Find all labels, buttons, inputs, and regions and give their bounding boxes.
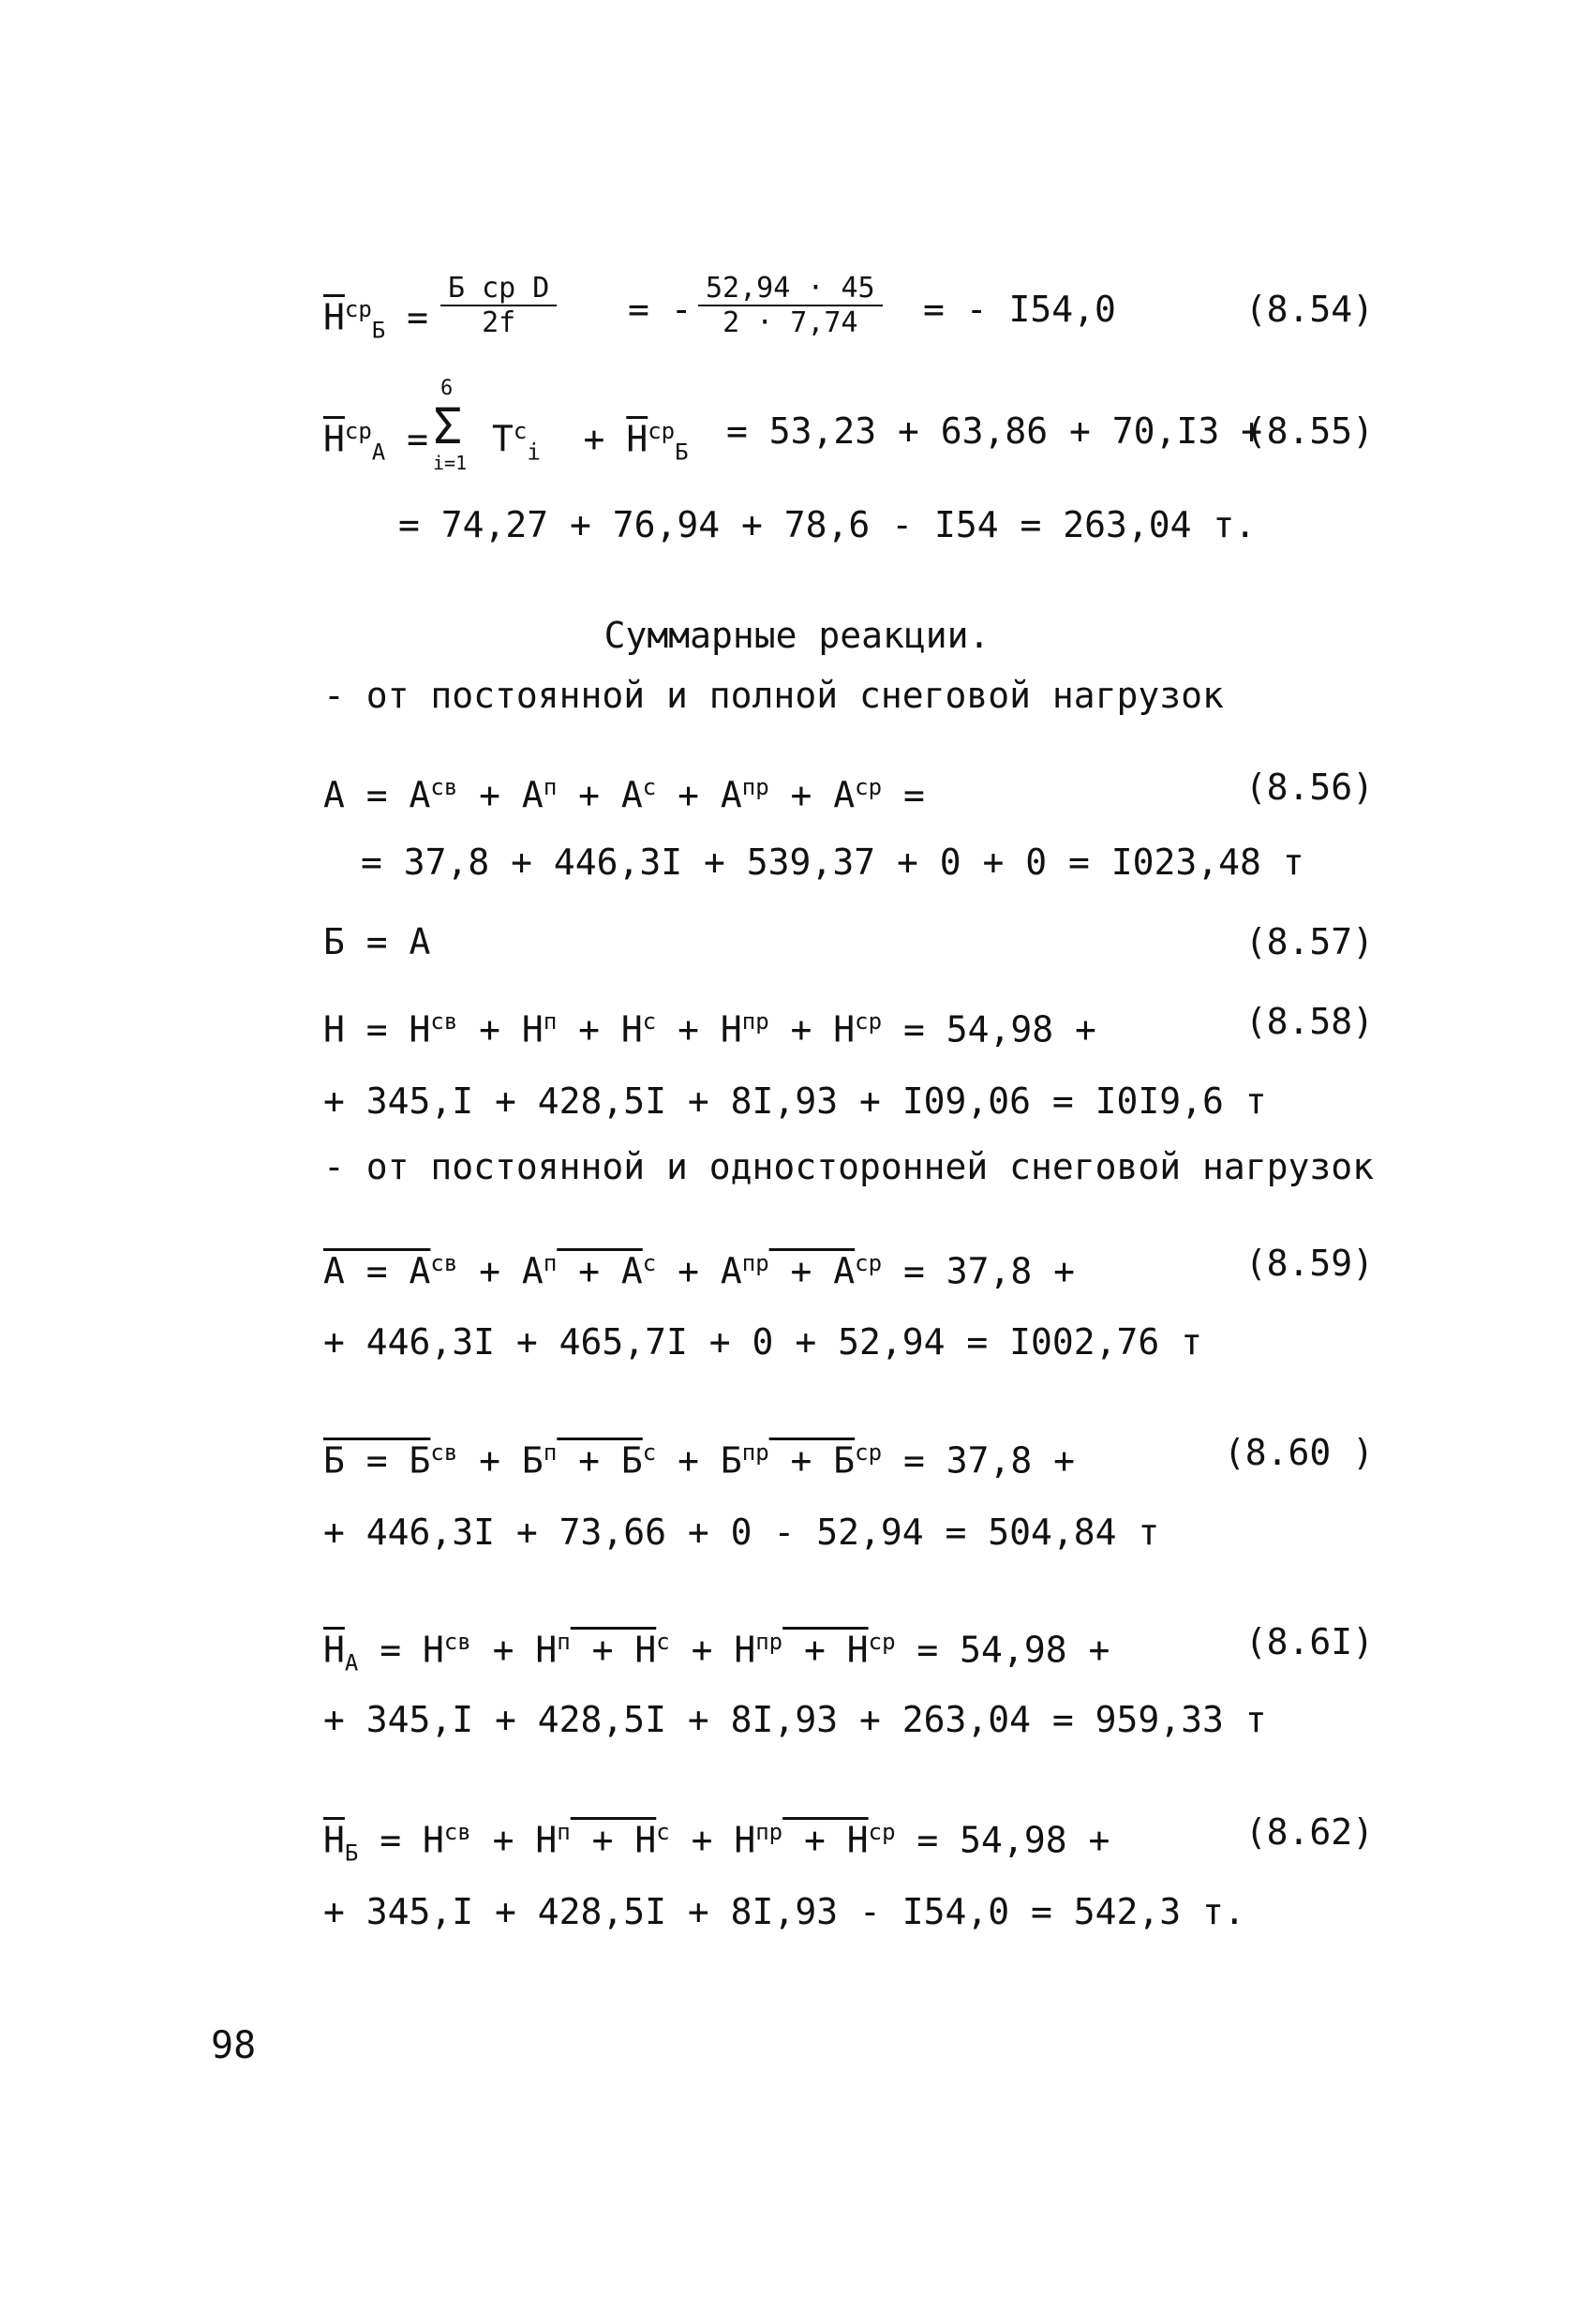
subtitle-full: - от постоянной и полной снеговой нагрузок xyxy=(323,675,1224,716)
subtitle-one-sided-row xyxy=(0,1139,1594,1195)
section-title: Суммарные реакции. xyxy=(603,615,991,656)
equation-lhs: $\overline{H}^{ср}_Б$ = xyxy=(323,296,429,344)
fraction-symbolic: Б ср D 2f xyxy=(440,272,557,339)
equation-number: (8.62) xyxy=(1244,1811,1374,1853)
equation-8-58 xyxy=(0,993,1594,1050)
equation-8-58-cont xyxy=(0,1073,1594,1129)
equation-line1: Б = А xyxy=(323,921,431,962)
equation-8-55 xyxy=(0,377,1594,474)
equation-line1: $Б = Б^{св} + Б^п + Б^с + Б^{пр} + Б^{ср} = 37,8$ + xyxy=(323,1439,1075,1482)
equation-rhs-line2: = 74,27 + 76,94 + 78,6 - I54 = 263,04 т. xyxy=(398,504,1257,545)
equation-number: (8.60 ) xyxy=(1223,1432,1374,1473)
equation-8-56-cont xyxy=(0,834,1594,890)
subtitle-full-row xyxy=(0,667,1594,723)
equation-8-57 xyxy=(0,914,1594,970)
equation-line2: = 37,8 + 446,3I + 539,37 + 0 + 0 = I023,48 т xyxy=(361,842,1304,883)
equation-line1: $Н_А = Н^{св} + Н^п + Н^с + Н^{пр} + Н^{ср} = 54,98$ + xyxy=(323,1629,1110,1676)
section-title-row xyxy=(0,607,1594,663)
equation-8-54 xyxy=(0,272,1594,344)
sum-term: $T^c_i + \overline{H}^{ср}_Б$ xyxy=(492,418,689,466)
equation-8-59-cont xyxy=(0,1314,1594,1370)
equation-number: (8.54) xyxy=(1244,289,1374,330)
equation-8-56 xyxy=(0,759,1594,815)
equation-8-59 xyxy=(0,1235,1594,1291)
equation-number: (8.56) xyxy=(1244,767,1374,808)
equation-number: (8.59) xyxy=(1244,1243,1374,1284)
sigma-symbol: Σ xyxy=(433,399,463,455)
equation-result: = - I54,0 xyxy=(923,289,1116,330)
equation-8-60 xyxy=(0,1424,1594,1481)
equation-line2: + 446,3I + 465,7I + 0 + 52,94 = I002,76 т xyxy=(323,1321,1202,1363)
equation-number: (8.6I) xyxy=(1244,1621,1374,1662)
equation-rhs-line1: = 53,23 + 63,86 + 70,I3 + xyxy=(726,410,1262,452)
equation-8-60-cont xyxy=(0,1504,1594,1560)
fraction-numeric: $\frac{52,94 \cdot 45}{2 \cdot 7,74}$ xyxy=(698,272,883,339)
equation-8-62 xyxy=(0,1804,1594,1867)
equation-line1: $Н = Н^{св} + Н^п + Н^с + Н^{пр} + Н^{ср} = 54,98$ + xyxy=(323,1008,1096,1050)
equation-line1: $Н_Б = Н^{св} + Н^п + Н^с + Н^{пр} + Н^{ср} = 54,98$ + xyxy=(323,1819,1110,1867)
sum-lower-limit: i=1 xyxy=(433,452,468,474)
page-number: 98 xyxy=(211,2024,257,2067)
equals-minus: = - xyxy=(628,289,693,330)
equation-line1: $А = А^{св} + А^п + А^с + А^{пр} + А^{ср} = 37,8$ + xyxy=(323,1250,1075,1292)
equation-8-61 xyxy=(0,1614,1594,1676)
equation-8-61-cont xyxy=(0,1691,1594,1748)
subtitle-one-sided: - от постоянной и односторонней снеговой нагрузок xyxy=(323,1146,1375,1187)
equation-8-55-cont xyxy=(0,497,1594,553)
equation-number: (8.58) xyxy=(1244,1001,1374,1042)
equation-8-62-cont xyxy=(0,1884,1594,1940)
equation-number: (8.57) xyxy=(1244,921,1374,962)
equation-number: (8.55) xyxy=(1244,410,1374,452)
equation-line2: + 345,I + 428,5I + 8I,93 - I54,0 = 542,3 т. xyxy=(323,1891,1245,1932)
equation-line1: $А = А^{св} + А^п + А^с + А^{пр} + А^{ср}$ = xyxy=(323,774,925,816)
equation-lhs: $\overline{H}^{ср}_А$ = xyxy=(323,418,429,466)
sum-upper-limit: 6 xyxy=(440,377,454,400)
equation-line2: + 446,3I + 73,66 + 0 - 52,94 = 504,84 т xyxy=(323,1512,1160,1553)
equation-line2: + 345,I + 428,5I + 8I,93 + 263,04 = 959,33 т xyxy=(323,1699,1267,1740)
equation-line2: + 345,I + 428,5I + 8I,93 + I09,06 = I0I9,6 т xyxy=(323,1080,1267,1122)
